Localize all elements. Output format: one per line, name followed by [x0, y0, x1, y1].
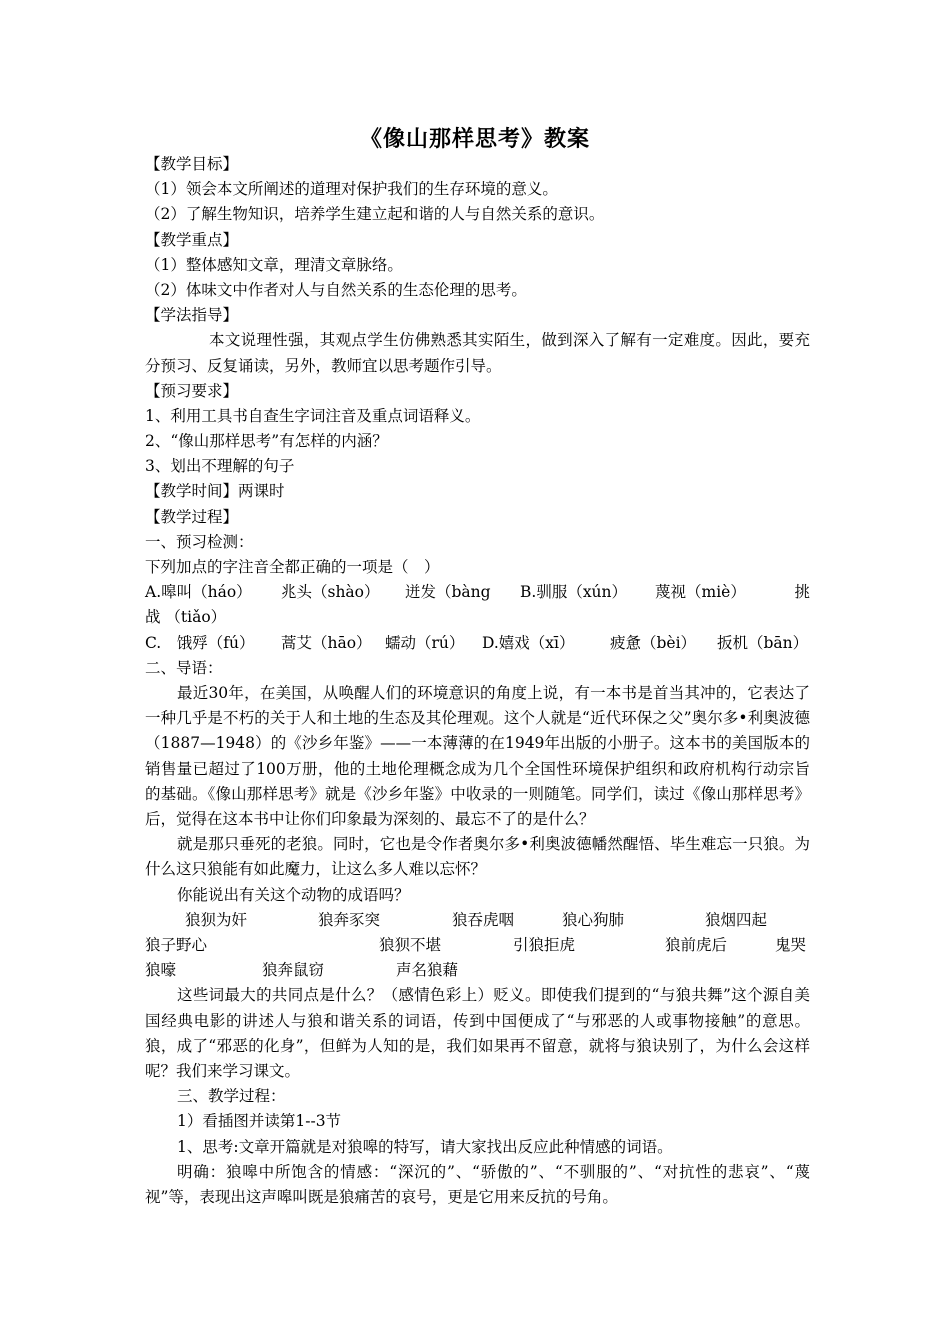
- option-continuation: 战 （tiǎo）: [145, 608, 227, 627]
- option-word: 蔑视（miè）: [655, 583, 746, 602]
- intro-paragraph: 这些词最大的共同点是什么？（感情色彩上）贬义。即使我们提到的“与狼共舞”这个源自美国经典电影的讲述人与狼和谐关系的词语，传到中国便成了“与邪恶的人或事物接触”的意思。狼，成了“邪恶的化身”，但鲜为人知的是，我们如果再不留意，就将与狼诀别了，为什么会这样呢？我们来学习课文。: [145, 986, 810, 1080]
- section-heading-method: 【学法指导】: [145, 306, 239, 325]
- intro-paragraph: 最近30年，在美国，从唤醒人们的环境意识的角度上说，有一本书是首当其冲的，它表达了一种几乎是不朽的关于人和土地的生态及其伦理观。这个人就是“近代环保之父”奥尔多•利奥波德（1887—1948）的《沙乡年鉴》——一本薄薄的在1949年出版的小册子。这本书的美国版本的销售量已超过了100万册，他的土地伦理概念成为几个全国性环境保护组织和政府机构行动宗旨的基础。《像山那样思考》就是《沙乡年鉴》中收录的一则随笔。同学们，读过《像山那样思考》后，觉得在这本书中让你们印象最为深刻的、最忘不了的是什么？: [145, 683, 810, 828]
- idiom: 狼心狗肺: [562, 910, 625, 929]
- section-heading-goals: 【教学目标】: [145, 155, 239, 173]
- idiom-row: [145, 958, 810, 983]
- question-item: 1、思考:文章开篇就是对狼嗥的特写，请大家找出反应此种情感的词语。: [177, 1137, 673, 1156]
- goal-item: （2）了解生物知识，培养学生建立起和谐的人与自然关系的意识。: [145, 205, 605, 224]
- section-heading-preview: 【预习要求】: [145, 381, 239, 400]
- idiom: 狼奔豕突: [318, 910, 381, 929]
- subsection-title: 一、预习检测：: [145, 532, 254, 551]
- option-word: D.嬉戏（xī）: [482, 633, 575, 652]
- question-stem: 下列加点的字注音全都正确的一项是（ ）: [145, 558, 440, 577]
- option-word: 兆头（shào）: [281, 583, 380, 602]
- option-word: 疲惫（bèi）: [610, 633, 697, 652]
- answer-paragraph: 明确：狼嗥中所饱含的情感：“深沉的”、“骄傲的”、“不驯服的”、“对抗性的悲哀”、“蔑视”等，表现出这声嗥叫既是狼痛苦的哀号，更是它用来反抗的号角。: [145, 1162, 810, 1206]
- goal-item: （1）领会本文所阐述的道理对保护我们的生存环境的意义。: [145, 180, 558, 199]
- idiom-row: [145, 933, 810, 958]
- idiom: 狼子野心: [145, 935, 208, 954]
- section-heading-focus: 【教学重点】: [145, 230, 239, 249]
- option-word: A.嗥叫（háo）: [145, 583, 252, 602]
- idiom: 狼奔鼠窃: [262, 961, 325, 980]
- option-word: 迸发（bàng: [405, 583, 491, 602]
- idiom: 狼烟四起: [705, 910, 768, 929]
- option-word: 挑: [794, 583, 810, 602]
- answer-option-row: [145, 631, 810, 656]
- subsection-title: 二、导语：: [145, 658, 223, 677]
- document-body: [145, 152, 810, 1210]
- idiom: 引狼拒虎: [513, 935, 576, 954]
- document-title: 《像山那样思考》教案: [359, 127, 590, 152]
- option-word: 扳机（bān）: [717, 633, 809, 652]
- intro-paragraph: 就是那只垂死的老狼。同时，它也是令作者奥尔多•利奥波德幡然醒悟、毕生难忘一只狼。为什么这只狼能有如此魔力，让这么多人难以忘怀？: [145, 835, 810, 879]
- preview-item: 2、“像山那样思考”有怎样的内涵？: [145, 432, 388, 451]
- preview-item: 1、利用工具书自查生字词注音及重点词语释义。: [145, 406, 481, 425]
- method-paragraph: 本文说理性强，其观点学生仿佛熟悉其实陌生，做到深入了解有一定难度。因此，要充分预习、反复诵读，另外，教师宜以思考题作引导。: [145, 331, 810, 375]
- idiom: 鬼哭: [775, 935, 807, 954]
- preview-item: 3、划出不理解的句子: [145, 457, 295, 476]
- intro-paragraph: 你能说出有关这个动物的成语吗？: [177, 885, 410, 904]
- section-heading-time: 【教学时间】: [145, 482, 239, 501]
- idiom: 狼嚎: [145, 961, 177, 980]
- answer-option-row: [145, 580, 810, 605]
- subsection-title: 三、教学过程：: [177, 1087, 286, 1106]
- focus-item: （2）体味文中作者对人与自然关系的生态伦理的思考。: [145, 280, 527, 299]
- option-word: 蒿艾（hāo）: [281, 633, 372, 652]
- idiom: 狼狈为奸: [185, 910, 248, 929]
- option-word: B.驯服（xún）: [520, 583, 628, 602]
- idiom-row: [145, 908, 810, 933]
- option-word: C. 饿殍（fú）: [145, 633, 255, 652]
- idiom: 声名狼藉: [396, 961, 459, 980]
- focus-item: （1）整体感知文章，理清文章脉络。: [145, 255, 403, 274]
- reading-step: 1）看插图并读第1--3节: [177, 1112, 342, 1131]
- idiom: 狼前虎后: [665, 935, 728, 954]
- idiom: 狼狈不堪: [379, 935, 442, 954]
- idiom: 狼吞虎咽: [452, 910, 515, 929]
- teaching-time: [145, 479, 810, 504]
- option-word: 蠕动（rú）: [385, 633, 465, 652]
- section-heading-process: 【教学过程】: [145, 507, 239, 526]
- teaching-time-value: 两课时: [238, 482, 285, 501]
